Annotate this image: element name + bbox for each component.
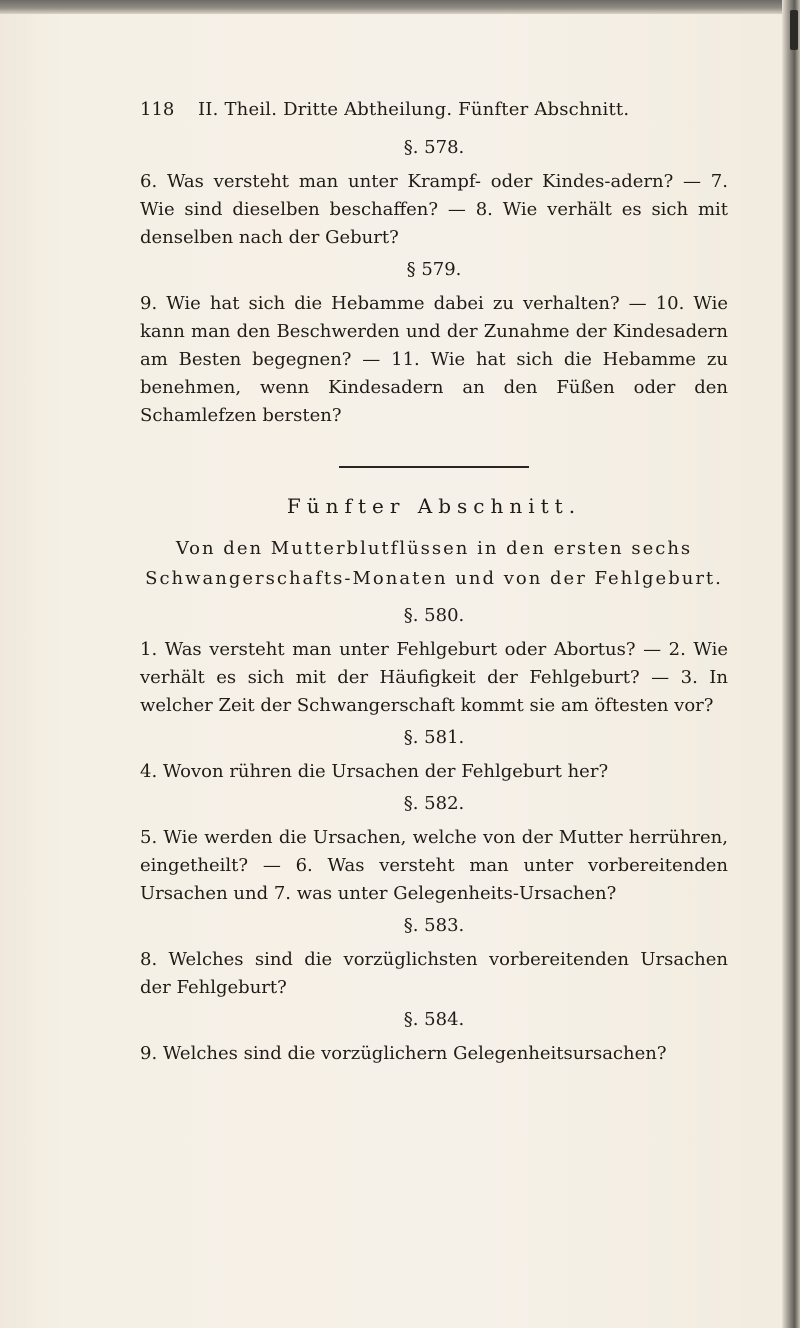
- section-text-582: 5. Wie werden die Ursachen, welche von der Mutter herrühren, eingetheilt? — 6. Was versteht man unter vorbereitenden Ursachen und 7. was unter Gelegenheits-Ursachen?: [140, 827, 728, 904]
- section-text-580: 1. Was versteht man unter Fehlgeburt oder Abortus? — 2. Wie verhält es sich mit der Häufigkeit der Fehlgeburt? — 3. In welcher Zeit der Schwangerschaft kommt sie am öftesten vor?: [140, 639, 728, 716]
- chapter-subtitle: Von den Mutterblutflüssen in den ersten sechs Schwangerschafts-Monaten und von der Fehlgeburt.: [145, 538, 723, 589]
- section-text-581: 4. Wovon rühren die Ursachen der Fehlgeburt her?: [140, 761, 609, 782]
- running-head: II. Theil. Dritte Abtheilung. Fünfter Abschnitt.: [198, 99, 630, 120]
- page-number: 118: [140, 99, 175, 120]
- section-mark-578: §. 578.: [403, 137, 465, 158]
- section-mark-580: §. 580.: [403, 605, 465, 626]
- section-divider-rule: [339, 466, 529, 468]
- section-text-584: 9. Welches sind die vorzüglichern Gelegenheitsursachen?: [140, 1043, 667, 1064]
- section-text-579: 9. Wie hat sich die Hebamme dabei zu verhalten? — 10. Wie kann man den Beschwerden und der Zunahme der Kindesadern am Besten begegnen? — 11. Wie hat sich die Hebamme zu benehmen, wenn Kindesadern an den Füßen oder den Schamlefzen bersten?: [140, 293, 728, 426]
- page-header: [140, 96, 728, 124]
- section-mark-579: § 579.: [406, 259, 462, 280]
- page-content: [140, 96, 728, 1072]
- top-page-edge: [0, 0, 800, 14]
- section-text-578: 6. Was versteht man unter Krampf- oder Kindes-adern? — 7. Wie sind dieselben beschaffen? — 8. Wie verhält es sich mit denselben nach der Geburt?: [140, 171, 728, 248]
- chapter-title: Fünfter Abschnitt.: [286, 494, 582, 518]
- section-mark-581: §. 581.: [403, 727, 465, 748]
- right-page-edge: [782, 0, 800, 1328]
- section-text-583: 8. Welches sind die vorzüglichsten vorbereitenden Ursachen der Fehlgeburt?: [140, 949, 728, 998]
- section-mark-583: §. 583.: [403, 915, 465, 936]
- page-edge-marker: [790, 10, 798, 50]
- section-mark-582: §. 582.: [403, 793, 465, 814]
- section-mark-584: §. 584.: [403, 1009, 465, 1030]
